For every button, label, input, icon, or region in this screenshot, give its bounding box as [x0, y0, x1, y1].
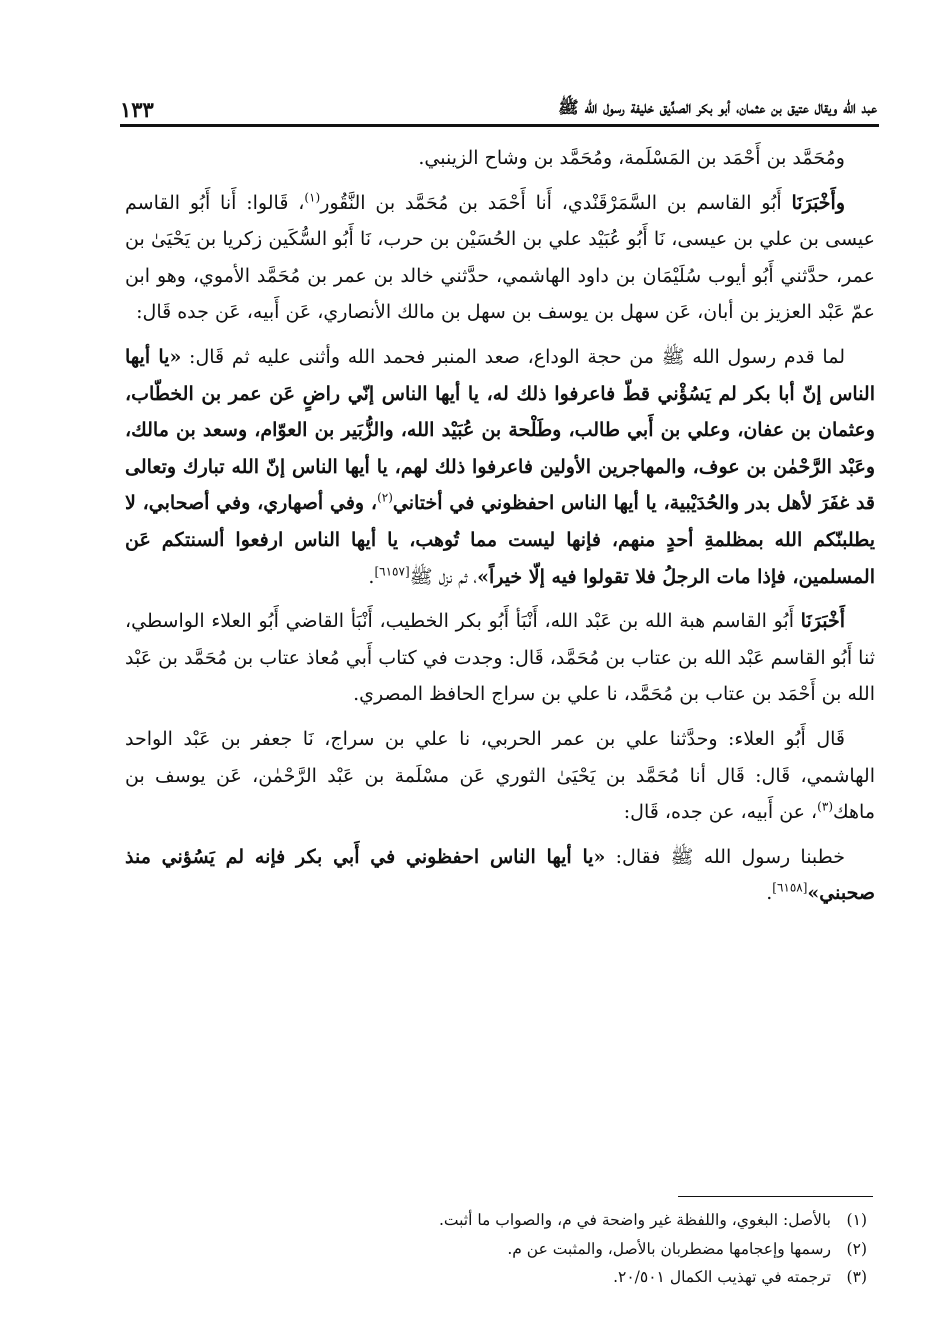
paragraph-6 [125, 839, 875, 912]
paragraph-5 [125, 721, 875, 831]
footnote-number: (٢) [846, 1239, 867, 1258]
paragraph-2-text-b: ، قَالوا: أَنا أَبُو القاسم عيسى بن علي بن عيسى، نَا أَبُو عُبَيْد علي بن الحُسَيْن بن حرب، نَا أَبُو السُّكَين زكريا بن يَحْيَىٰ بن عمر، حدَّثني أَبُو أيوب سُلَيْمَان بن داود الهاشمي، حدَّثني خالد بن عمر بن مُحَمَّد الأموي، وهو ابن عمّ عَبْد العزيز بن أبان، عَن سهل بن يوسف بن سهل بن مالك الأنصاري، عَن أَبيه، عَن جده قَال: [125, 191, 875, 324]
isnad-keyword: وأَخْبَرَنَا [791, 191, 846, 214]
hadith-text-2: ، وفي أصهاري، وفي أصحابي، لا يطلبنّكم الله بمظلمةِ أحدٍ منهم، فإنها ليست مما تُوهب، يا أيها الناس ارفعوا ألسنتكم عَن المسلمين، فإذا مات الرجلُ فلا تقولوا فيه إلّا خيراً» [125, 492, 875, 588]
footnote-rule [678, 1196, 873, 1197]
footnote-2 [125, 1235, 875, 1264]
paragraph-2 [125, 185, 875, 331]
paragraph-6-end: . [766, 882, 773, 905]
paragraph-2-text-a: أَبُو القاسم بن السَّمَرْقَنْدي، أَنا أَحْمَد بن مُحَمَّد بن النَّقُور [320, 191, 792, 214]
hadith-number-6158: [٦١٥٨] [772, 880, 808, 895]
footnote-ref-3[interactable]: (٣) [817, 799, 833, 814]
footnote-text: رسمها وإعجامها مضطربان بالأصل، والمثبت عن م. [507, 1239, 831, 1258]
paragraph-4 [125, 603, 875, 713]
paragraph-5-text-a: قَال أَبُو العلاء: وحدَّثنا علي بن عمر الحربي، نا علي بن سراج، نَا جعفر بن عَبْد الواحد الهاشمي، قَال: قَال أنا مُحَمَّد بن يَحْيَىٰ الثوري عَن مسْلَمة بن عَبْد الرَّحْمٰن، عَن يوسف بن ماهك [125, 727, 875, 824]
paragraph-3-text-c: ، ثم نزل ﷺ [409, 565, 478, 588]
footnote-3 [125, 1263, 875, 1292]
footnote-1 [125, 1206, 875, 1235]
footnote-ref-2[interactable]: (٢) [377, 491, 393, 506]
hadith-text-1: «يا أيها الناس إنّ أبا بكر لم يَسُؤْني قطّ فاعرفوا ذلك له، يا أيها الناس إنّي راضٍ عَن عمر بن الخطّاب، وعثمان بن عفان، وعلي بن أَبي طالب، وطَلْحة بن عُبَيْد الله، والزُّبَير بن العوّام، وسعد بن مالك، وعَبْد الرَّحْمٰن بن عوف، والمهاجرين الأولين فاعرفوا ذلك لهم، يا أيها الناس إنّ الله تبارك وتعالى قد غفَرَ لأهل بدر والحُدَيْبية، يا أيها الناس احفظوني في أختاني [125, 345, 876, 515]
paragraph-4-text: أَبُو القاسم هبة الله بن عَبْد الله، أَنْبَأ أَبُو بكر الخطيب، أَنْبَأ القاضي أَبُو العلاء الواسطي، ثنا أَبُو القاسم عَبْد الله بن عتاب بن مُحَمَّد، قَال: وجدت في كتاب أَبي مُعاذ عتاب بن مُحَمَّد بن عَبْد الله بن أَحْمَد بن عتاب بن مُحَمَّد، نا علي بن سراج الحافظ المصري. [125, 610, 875, 706]
footnote-text: ترجمته في تهذيب الكمال ٢٠/٥٠١. [613, 1268, 831, 1286]
header-rule [120, 124, 879, 127]
main-text [125, 140, 875, 1185]
footnote-number: (١) [846, 1211, 867, 1229]
isnad-keyword-2: أَخْبَرَنَا [800, 610, 845, 633]
footnote-number: (٣) [846, 1268, 867, 1286]
footnotes [125, 1206, 875, 1292]
paragraph-3 [125, 339, 875, 595]
hadith-text-3: «يا أيها الناس احفظوني في أَبي بكر فإنه لم يَسُؤني منذ صحبني» [125, 845, 875, 905]
hadith-number-6157: [٦١٥٧] [374, 564, 410, 579]
paragraph-3-end: . [368, 565, 375, 588]
paragraph-1-text: ومُحَمَّد بن أَحْمَد بن المَسْلَمة، ومُحَمَّد بن وشاح الزينبي. [418, 147, 845, 169]
page-number: ١٣٣ [120, 97, 154, 122]
footnote-text: بالأصل: البغوي، واللفظة غير واضحة في م، والصواب ما أثبت. [438, 1211, 831, 1229]
running-head [120, 82, 877, 122]
paragraph-1 [125, 140, 875, 177]
running-title: عبد الله ويقال عتيق بن عثمان، أبو بكر الصدِّيق خليفة رسول الله ﷺ [558, 98, 877, 118]
paragraph-6-text-a: خطبنا رسول الله ﷺ فقال: [605, 845, 845, 868]
paragraph-3-text-a: لما قدم رسول الله ﷺ من حجة الوداع، صعد المنبر فحمد الله وأثنى عليه ثم قَال: [181, 345, 845, 368]
footnote-ref-1[interactable]: (١) [304, 190, 321, 205]
paragraph-5-text-b: ، عن أَبيه، عن جده، قَال: [623, 801, 818, 824]
